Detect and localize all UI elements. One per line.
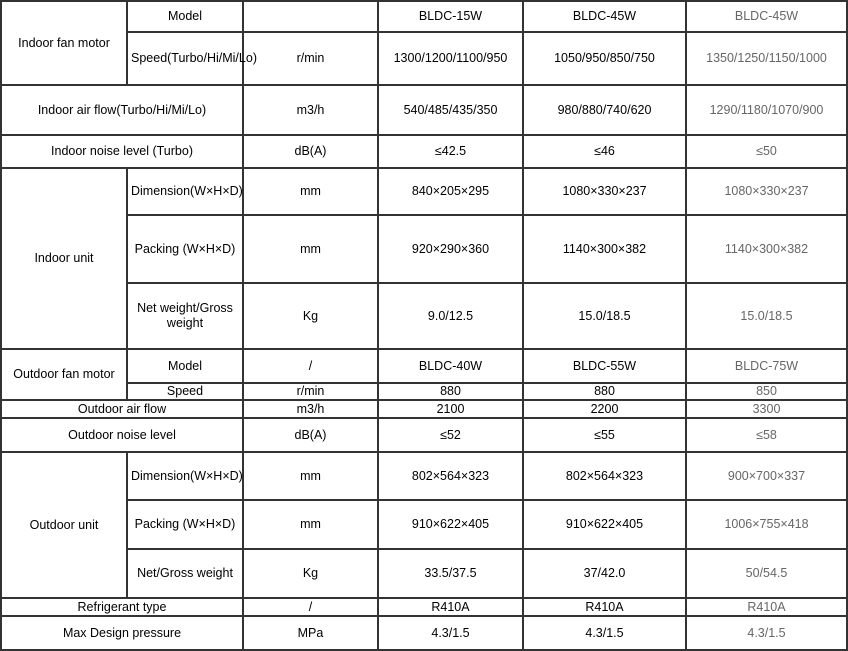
table-cell: 920×290×360	[379, 216, 524, 284]
table-cell: 1080×330×237	[524, 169, 687, 216]
outdoor-dimension-unit: mm	[244, 453, 379, 501]
table-cell: 1300/1200/1100/950	[379, 33, 524, 86]
table-row	[2, 169, 848, 216]
table-cell: 980/880/740/620	[524, 86, 687, 136]
table-cell: 1050/950/850/750	[524, 33, 687, 86]
table-row	[2, 599, 848, 617]
table-cell: 850	[687, 384, 848, 401]
table-cell: 802×564×323	[524, 453, 687, 501]
outdoor-air-flow-label: Outdoor air flow	[2, 401, 244, 419]
table-cell: BLDC-55W	[524, 350, 687, 384]
outdoor-dimension-label: Dimension(W×H×D)	[128, 453, 244, 501]
table-cell: 50/54.5	[687, 550, 848, 599]
table-row	[2, 401, 848, 419]
table-cell: 4.3/1.5	[379, 617, 524, 651]
table-cell: BLDC-75W	[687, 350, 848, 384]
indoor-packing-unit: mm	[244, 216, 379, 284]
table-cell: 910×622×405	[524, 501, 687, 550]
table-cell: BLDC-15W	[379, 2, 524, 33]
outdoor-fan-model-label: Model	[128, 350, 244, 384]
table-cell: BLDC-45W	[687, 2, 848, 33]
table-cell: 910×622×405	[379, 501, 524, 550]
outdoor-unit-label: Outdoor unit	[2, 453, 128, 599]
indoor-fan-speed-unit: r/min	[244, 33, 379, 86]
table-cell: 802×564×323	[379, 453, 524, 501]
table-cell: R410A	[524, 599, 687, 617]
table-row	[2, 33, 848, 86]
outdoor-packing-unit: mm	[244, 501, 379, 550]
table-row	[2, 284, 848, 350]
table-cell: 540/485/435/350	[379, 86, 524, 136]
indoor-noise-label: Indoor noise level (Turbo)	[2, 136, 244, 169]
indoor-fan-motor-label: Indoor fan motor	[2, 2, 128, 86]
refrigerant-label: Refrigerant type	[2, 599, 244, 617]
table-cell: 880	[379, 384, 524, 401]
indoor-fan-model-unit	[244, 2, 379, 33]
table-cell: 4.3/1.5	[687, 617, 848, 651]
table-cell: 2200	[524, 401, 687, 419]
table-row	[2, 617, 848, 651]
table-cell: 3300	[687, 401, 848, 419]
table-row	[2, 86, 848, 136]
table-cell: 1006×755×418	[687, 501, 848, 550]
table-row	[2, 384, 848, 401]
table-cell: 15.0/18.5	[687, 284, 848, 350]
indoor-weight-unit: Kg	[244, 284, 379, 350]
outdoor-fan-model-unit: /	[244, 350, 379, 384]
outdoor-fan-speed-unit: r/min	[244, 384, 379, 401]
table-cell: 33.5/37.5	[379, 550, 524, 599]
indoor-noise-unit: dB(A)	[244, 136, 379, 169]
outdoor-weight-label: Net/Gross weight	[128, 550, 244, 599]
table-cell: ≤52	[379, 419, 524, 453]
table-row	[2, 550, 848, 599]
table-cell: ≤42.5	[379, 136, 524, 169]
table-cell: BLDC-40W	[379, 350, 524, 384]
table-row	[2, 501, 848, 550]
table-cell: ≤58	[687, 419, 848, 453]
indoor-air-flow-label: Indoor air flow(Turbo/Hi/Mi/Lo)	[2, 86, 244, 136]
outdoor-noise-unit: dB(A)	[244, 419, 379, 453]
table-row	[2, 2, 848, 33]
indoor-dimension-unit: mm	[244, 169, 379, 216]
indoor-dimension-label: Dimension(W×H×D)	[128, 169, 244, 216]
table-cell: 1290/1180/1070/900	[687, 86, 848, 136]
table-cell: ≤46	[524, 136, 687, 169]
outdoor-fan-motor-label: Outdoor fan motor	[2, 350, 128, 401]
table-row	[2, 350, 848, 384]
table-row	[2, 453, 848, 501]
outdoor-noise-label: Outdoor noise level	[2, 419, 244, 453]
table-cell: BLDC-45W	[524, 2, 687, 33]
table-cell: 4.3/1.5	[524, 617, 687, 651]
indoor-packing-label: Packing (W×H×D)	[128, 216, 244, 284]
indoor-fan-model-label: Model	[128, 2, 244, 33]
outdoor-weight-unit: Kg	[244, 550, 379, 599]
table-cell: R410A	[379, 599, 524, 617]
table-cell: 1140×300×382	[524, 216, 687, 284]
outdoor-packing-label: Packing (W×H×D)	[128, 501, 244, 550]
outdoor-air-flow-unit: m3/h	[244, 401, 379, 419]
table-cell: 900×700×337	[687, 453, 848, 501]
table-cell: 1140×300×382	[687, 216, 848, 284]
table-cell: 1350/1250/1150/1000	[687, 33, 848, 86]
max-pressure-label: Max Design pressure	[2, 617, 244, 651]
outdoor-fan-speed-label: Speed	[128, 384, 244, 401]
table-cell: 9.0/12.5	[379, 284, 524, 350]
table-row	[2, 216, 848, 284]
table-cell: ≤50	[687, 136, 848, 169]
table-cell: 15.0/18.5	[524, 284, 687, 350]
table-cell: 1080×330×237	[687, 169, 848, 216]
table-cell: 880	[524, 384, 687, 401]
table-row	[2, 419, 848, 453]
refrigerant-unit: /	[244, 599, 379, 617]
table-cell: 840×205×295	[379, 169, 524, 216]
table-row	[2, 136, 848, 169]
indoor-unit-label: Indoor unit	[2, 169, 128, 350]
max-pressure-unit: MPa	[244, 617, 379, 651]
indoor-weight-label: Net weight/Gross weight	[128, 284, 244, 350]
table-cell: ≤55	[524, 419, 687, 453]
table-cell: 2100	[379, 401, 524, 419]
indoor-fan-speed-label: Speed(Turbo/Hi/Mi/Lo)	[128, 33, 244, 86]
indoor-air-flow-unit: m3/h	[244, 86, 379, 136]
table-cell: R410A	[687, 599, 848, 617]
table-cell: 37/42.0	[524, 550, 687, 599]
